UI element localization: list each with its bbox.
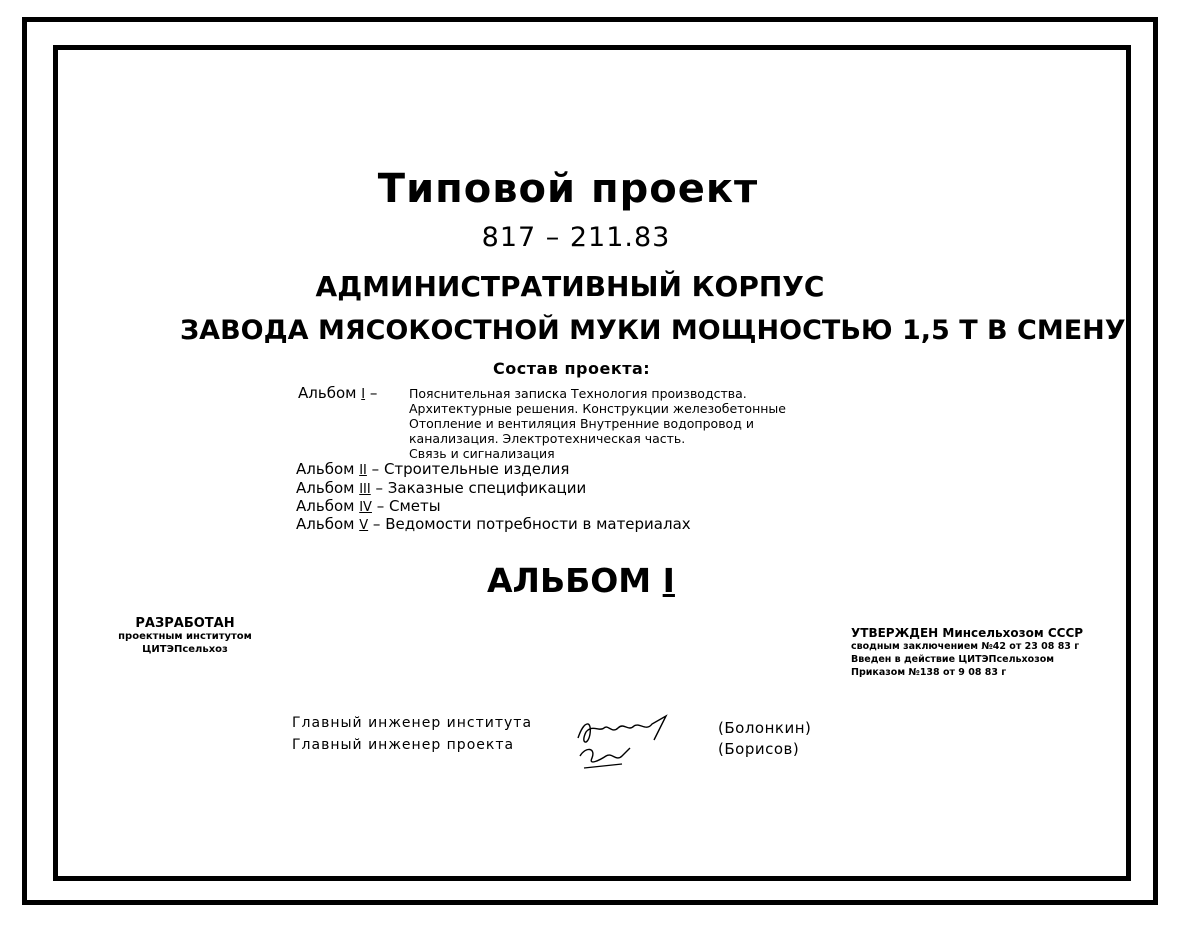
album-row-5	[296, 515, 691, 533]
album-1-line: Связь и сигнализация	[409, 446, 555, 461]
album-dash: –	[371, 460, 380, 478]
album-row-1	[298, 384, 377, 402]
album-title: Строительные изделия	[383, 460, 570, 478]
album-numeral: V	[359, 518, 369, 533]
album-row-4	[296, 497, 441, 515]
album-dash: –	[369, 384, 378, 402]
album-1-line: Архитектурные решения. Конструкции железобетонные	[409, 401, 786, 416]
approval-line: Введен в действие ЦИТЭПсельхозом	[851, 654, 1055, 665]
album-label: Альбом	[296, 460, 355, 478]
signature-name: (Болонкин)	[718, 719, 812, 737]
album-label: Альбом	[296, 515, 355, 533]
developer-heading: РАЗРАБОТАН	[135, 616, 235, 631]
signature-name: (Борисов)	[718, 740, 800, 758]
album-dash: –	[376, 497, 385, 515]
project-number: 817 – 211.83	[481, 222, 671, 253]
album-numeral: I	[361, 387, 366, 402]
album-row-3	[296, 479, 586, 497]
developer-line: проектным институтом	[118, 631, 252, 642]
album-1-line: Отопление и вентиляция Внутренние водопровод и	[409, 416, 754, 431]
album-numeral: II	[359, 463, 367, 478]
album-label: Альбом	[296, 479, 355, 497]
album-title: Сметы	[389, 497, 441, 515]
album-numeral: IV	[359, 500, 372, 515]
approval-line: Приказом №138 от 9 08 83 г	[851, 667, 1007, 678]
album-dash: –	[375, 479, 384, 497]
album-1-line: канализация. Электротехническая часть.	[409, 431, 686, 446]
developer-block	[100, 617, 270, 656]
current-album-label: АЛЬБОМ	[487, 561, 652, 600]
album-label: Альбом	[298, 384, 357, 402]
album-title: Ведомости потребности в материалах	[385, 515, 691, 533]
album-title: Заказные спецификации	[387, 479, 587, 497]
current-album	[487, 561, 675, 600]
current-album-numeral: I	[662, 561, 675, 600]
signature-role: Главный инженер проекта	[292, 737, 515, 753]
approval-heading: УТВЕРЖДЕН Минсельхозом СССР	[851, 626, 1084, 640]
developer-line: ЦИТЭПсельхоз	[142, 644, 228, 655]
project-name-line2: ЗАВОДА МЯСОКОСТНОЙ МУКИ МОЩНОСТЬЮ 1,5 Т В СМЕНУ	[180, 315, 1126, 346]
album-1-line: Пояснительная записка Технология производства.	[409, 386, 747, 401]
handwritten-signature-icon	[570, 710, 680, 774]
document-title: Типовой проект	[377, 166, 759, 212]
album-1-description	[409, 386, 829, 461]
album-dash: –	[372, 515, 381, 533]
project-name-line1: АДМИНИСТРАТИВНЫЙ КОРПУС	[315, 270, 825, 303]
approval-block	[851, 627, 1083, 679]
album-label: Альбом	[296, 497, 355, 515]
approval-line: сводным заключением №42 от 23 08 83 г	[851, 641, 1080, 652]
composition-heading: Состав проекта:	[493, 359, 651, 378]
album-row-2	[296, 460, 569, 478]
album-numeral: III	[359, 482, 371, 497]
signature-role: Главный инженер института	[292, 715, 533, 731]
